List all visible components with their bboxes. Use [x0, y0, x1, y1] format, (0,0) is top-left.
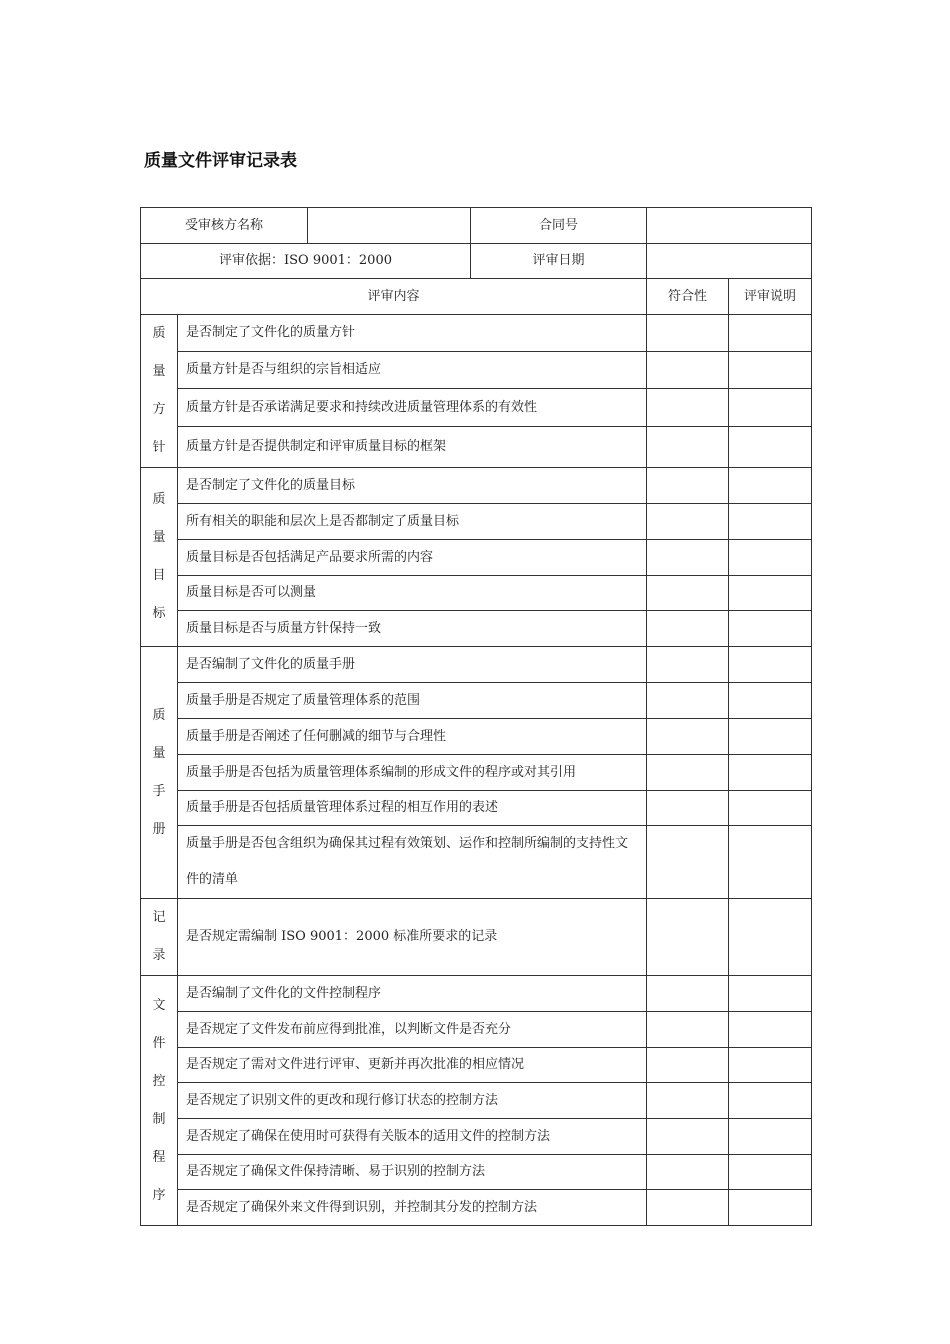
remarks-cell[interactable]	[729, 1190, 812, 1226]
table-row	[141, 504, 812, 540]
section-category-char: 件	[152, 1035, 166, 1051]
table-row	[141, 1190, 812, 1226]
column-header-conformity: 符合性	[647, 279, 729, 315]
section-category-char: 制	[152, 1111, 166, 1127]
header-row-basis	[141, 244, 812, 279]
section-category-char: 方	[152, 402, 166, 417]
review-item-text: 是否制定了文件化的质量目标	[178, 468, 647, 504]
review-item-text: 质量目标是否包括满足产品要求所需的内容	[178, 540, 647, 576]
conformity-cell[interactable]	[647, 389, 729, 426]
table-row	[141, 826, 812, 899]
conformity-cell[interactable]	[647, 352, 729, 389]
table-row	[141, 1048, 812, 1083]
review-date-value-cell[interactable]	[647, 244, 812, 279]
conformity-cell[interactable]	[647, 647, 729, 683]
conformity-cell[interactable]	[647, 504, 729, 540]
review-item-text: 质量目标是否可以测量	[178, 576, 647, 611]
remarks-cell[interactable]	[729, 647, 812, 683]
remarks-cell[interactable]	[729, 1155, 812, 1190]
conformity-cell[interactable]	[647, 1119, 729, 1155]
conformity-cell[interactable]	[647, 426, 729, 467]
table-row	[141, 791, 812, 826]
review-item-text: 是否规定需编制 ISO 9001：2000 标准所要求的记录	[178, 899, 647, 976]
section-category-char: 质	[152, 492, 166, 507]
conformity-cell[interactable]	[647, 1190, 729, 1226]
table-row	[141, 576, 812, 611]
remarks-cell[interactable]	[729, 426, 812, 467]
table-row	[141, 1155, 812, 1190]
conformity-cell[interactable]	[647, 611, 729, 647]
section-category-char: 质	[152, 326, 166, 341]
conformity-cell[interactable]	[647, 791, 729, 826]
remarks-cell[interactable]	[729, 899, 812, 976]
contract-value-cell[interactable]	[647, 208, 812, 244]
section-category-char: 文	[152, 997, 166, 1013]
section-category-cell	[141, 899, 178, 976]
conformity-cell[interactable]	[647, 1048, 729, 1083]
section-category-char: 手	[152, 783, 166, 799]
section-category-char: 标	[152, 606, 166, 621]
remarks-cell[interactable]	[729, 611, 812, 647]
remarks-cell[interactable]	[729, 683, 812, 719]
section-category-char: 量	[152, 364, 166, 379]
table-row	[141, 683, 812, 719]
section-category-cell	[141, 976, 178, 1226]
remarks-cell[interactable]	[729, 755, 812, 791]
auditee-label: 受审核方名称	[141, 208, 308, 244]
review-item-text: 质量目标是否与质量方针保持一致	[178, 611, 647, 647]
review-item-text: 质量手册是否阐述了任何删减的细节与合理性	[178, 719, 647, 755]
section-category-char: 程	[152, 1149, 166, 1165]
column-header-remarks: 评审说明	[729, 279, 812, 315]
remarks-cell[interactable]	[729, 504, 812, 540]
section-category-cell	[141, 315, 178, 468]
table-row	[141, 426, 812, 467]
review-item-text: 是否规定了确保外来文件得到识别，并控制其分发的控制方法	[178, 1190, 647, 1226]
section-category-char: 序	[152, 1187, 166, 1203]
review-table-body	[141, 208, 812, 1226]
remarks-cell[interactable]	[729, 1012, 812, 1048]
section-category-label	[141, 315, 177, 467]
review-item-text: 质量手册是否包括为质量管理体系编制的形成文件的程序或对其引用	[178, 755, 647, 791]
section-category-char: 质	[152, 707, 166, 723]
conformity-cell[interactable]	[647, 719, 729, 755]
header-row-auditee	[141, 208, 812, 244]
review-item-text: 质量方针是否与组织的宗旨相适应	[178, 352, 647, 389]
table-row	[141, 719, 812, 755]
conformity-cell[interactable]	[647, 1083, 729, 1119]
conformity-cell[interactable]	[647, 683, 729, 719]
review-item-text: 质量手册是否规定了质量管理体系的范围	[178, 683, 647, 719]
table-row	[141, 1012, 812, 1048]
section-category-char: 控	[152, 1073, 166, 1089]
section-category-label	[141, 481, 177, 633]
section-category-char: 目	[152, 568, 166, 583]
remarks-cell[interactable]	[729, 791, 812, 826]
remarks-cell[interactable]	[729, 976, 812, 1012]
remarks-cell[interactable]	[729, 352, 812, 389]
section-category-cell	[141, 647, 178, 899]
remarks-cell[interactable]	[729, 826, 812, 899]
review-item-text: 是否规定了确保在使用时可获得有关版本的适用文件的控制方法	[178, 1119, 647, 1155]
table-row	[141, 1083, 812, 1119]
conformity-cell[interactable]	[647, 826, 729, 899]
remarks-cell[interactable]	[729, 389, 812, 426]
table-row	[141, 352, 812, 389]
section-category-char: 记	[152, 910, 166, 925]
section-category-char: 册	[152, 821, 166, 837]
table-row	[141, 647, 812, 683]
review-item-text: 是否制定了文件化的质量方针	[178, 315, 647, 352]
column-header-content: 评审内容	[141, 279, 647, 315]
review-item-text: 所有相关的职能和层次上是否都制定了质量目标	[178, 504, 647, 540]
table-row	[141, 540, 812, 576]
section-category-char: 量	[152, 745, 166, 761]
table-row	[141, 611, 812, 647]
section-category-char: 录	[152, 948, 166, 963]
table-row	[141, 315, 812, 352]
review-date-label: 评审日期	[471, 244, 647, 279]
remarks-cell[interactable]	[729, 719, 812, 755]
section-category-cell	[141, 468, 178, 647]
review-item-text: 质量方针是否提供制定和评审质量目标的框架	[178, 426, 647, 467]
section-category-char: 针	[152, 440, 166, 455]
remarks-cell[interactable]	[729, 1119, 812, 1155]
review-item-text: 是否规定了确保文件保持清晰、易于识别的控制方法	[178, 1155, 647, 1190]
remarks-cell[interactable]	[729, 1048, 812, 1083]
section-category-label	[141, 899, 177, 975]
table-row	[141, 755, 812, 791]
conformity-cell[interactable]	[647, 755, 729, 791]
remarks-cell[interactable]	[729, 540, 812, 576]
review-item-text: 是否规定了需对文件进行评审、更新并再次批准的相应情况	[178, 1048, 647, 1083]
review-item-text: 质量手册是否包括质量管理体系过程的相互作用的表述	[178, 791, 647, 826]
table-row	[141, 389, 812, 426]
document-title: 质量文件评审记录表	[144, 151, 297, 171]
conformity-cell[interactable]	[647, 315, 729, 352]
section-category-char: 量	[152, 530, 166, 545]
review-item-text: 是否编制了文件化的质量手册	[178, 647, 647, 683]
conformity-cell[interactable]	[647, 1012, 729, 1048]
review-item-text: 是否规定了文件发布前应得到批准，以判断文件是否充分	[178, 1012, 647, 1048]
remarks-cell[interactable]	[729, 315, 812, 352]
review-item-text: 质量手册是否包含组织为确保其过程有效策划、运作和控制所编制的支持性文件的清单	[178, 826, 647, 899]
section-category-label	[141, 987, 177, 1215]
section-category-label	[141, 697, 177, 849]
conformity-cell[interactable]	[647, 1155, 729, 1190]
remarks-cell[interactable]	[729, 468, 812, 504]
review-item-text: 是否规定了识别文件的更改和现行修订状态的控制方法	[178, 1083, 647, 1119]
auditee-value-cell[interactable]	[308, 208, 471, 244]
remarks-cell[interactable]	[729, 576, 812, 611]
table-row	[141, 468, 812, 504]
column-header-row	[141, 279, 812, 315]
review-basis-label: 评审依据：ISO 9001：2000	[141, 244, 471, 279]
review-item-text: 质量方针是否承诺满足要求和持续改进质量管理体系的有效性	[178, 389, 647, 426]
conformity-cell[interactable]	[647, 540, 729, 576]
table-row	[141, 1119, 812, 1155]
review-record-table	[140, 207, 812, 1226]
conformity-cell[interactable]	[647, 576, 729, 611]
contract-label: 合同号	[471, 208, 647, 244]
conformity-cell[interactable]	[647, 468, 729, 504]
conformity-cell[interactable]	[647, 976, 729, 1012]
review-item-text: 是否编制了文件化的文件控制程序	[178, 976, 647, 1012]
remarks-cell[interactable]	[729, 1083, 812, 1119]
table-row	[141, 976, 812, 1012]
table-row	[141, 899, 812, 976]
conformity-cell[interactable]	[647, 899, 729, 976]
